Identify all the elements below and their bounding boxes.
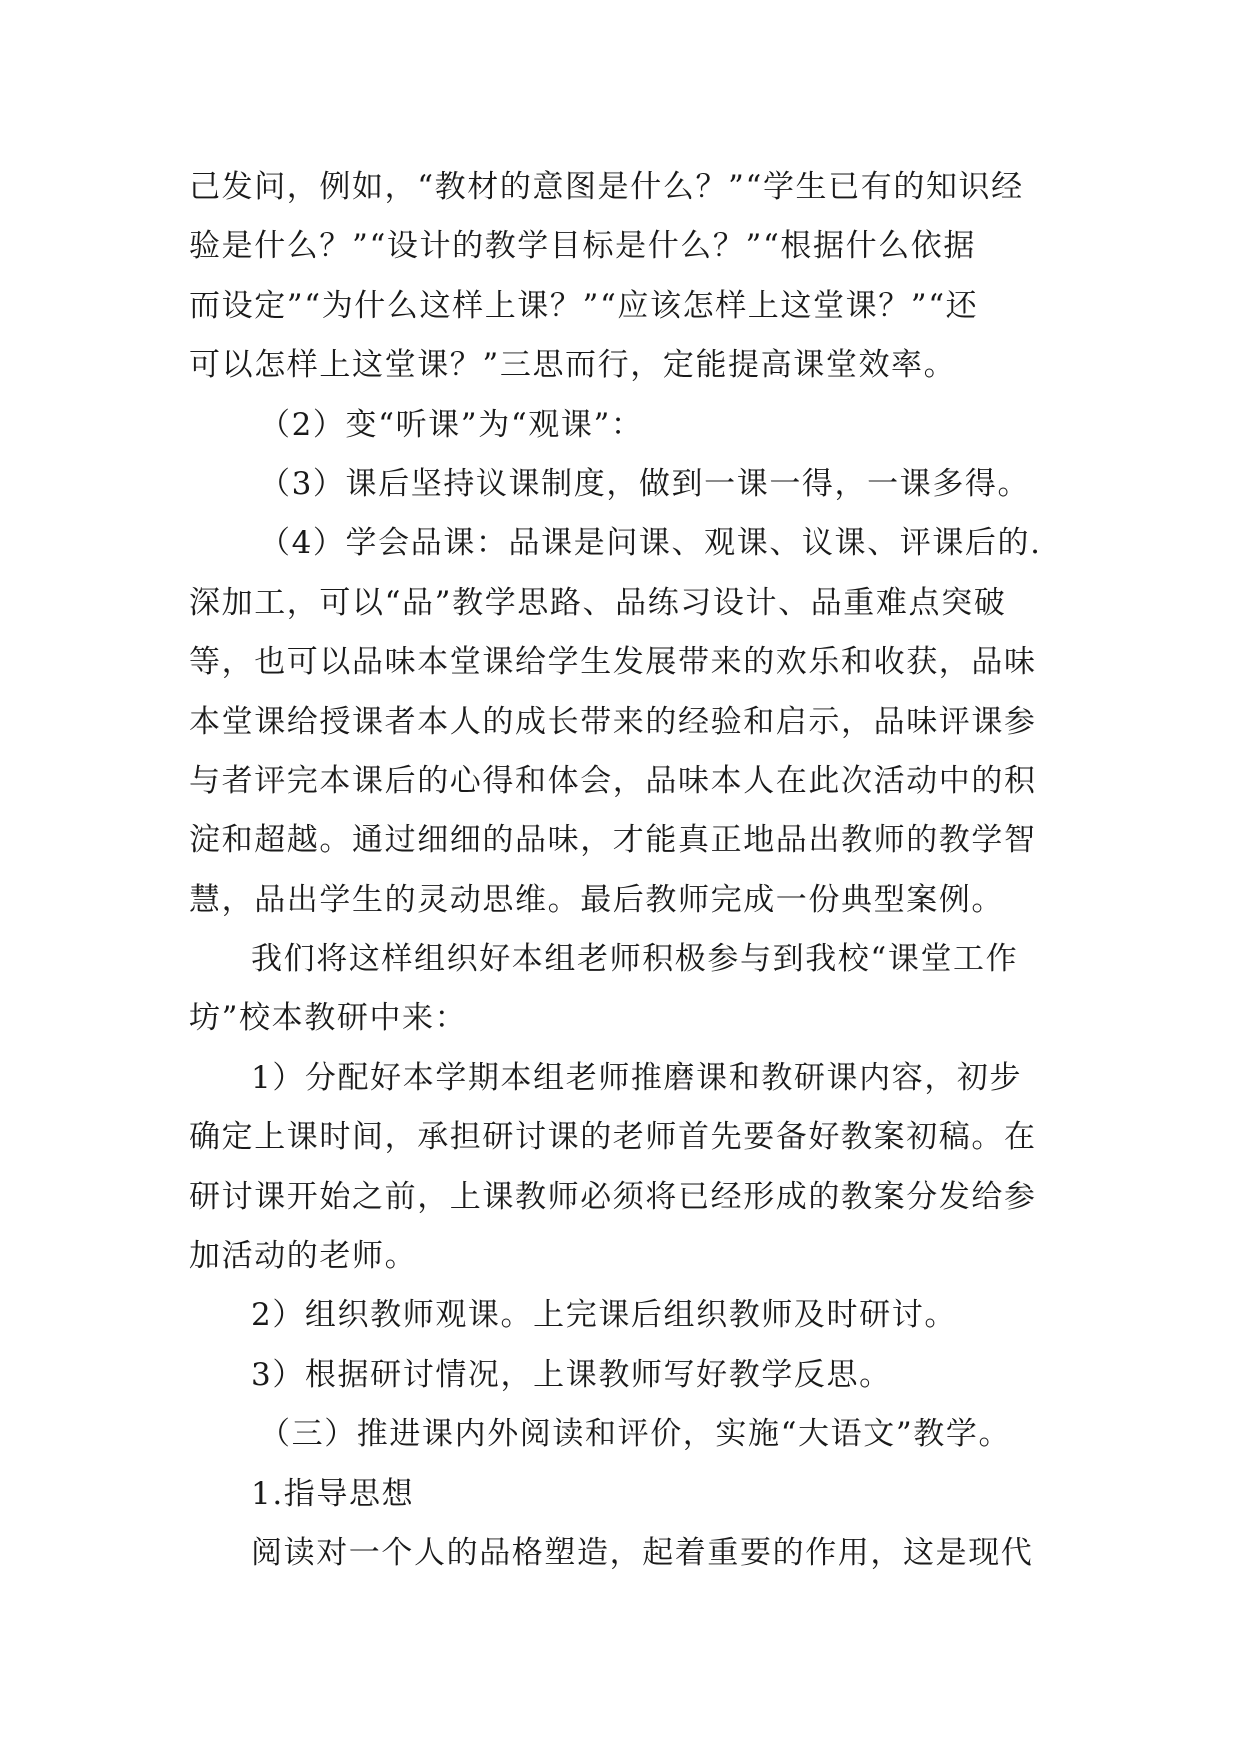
list-item-2b: 2）组织教师观课。上完课后组织教师及时研讨。 bbox=[251, 1297, 957, 1334]
text-line: 验是什么？”“设计的教学目标是什么？”“根据什么依据 bbox=[189, 228, 976, 265]
text-line: 慧，品出学生的灵动思维。最后教师完成一份典型案例。 bbox=[189, 881, 1004, 918]
text-line: 研讨课开始之前，上课教师必须将已经形成的教案分发给参 bbox=[189, 1178, 1037, 1215]
text-line: 可以怎样上这堂课？”三思而行，定能提高课堂效率。 bbox=[189, 347, 957, 384]
text-line: 坊”校本教研中来： bbox=[189, 1000, 468, 1037]
text-line: 加活动的老师。 bbox=[189, 1238, 418, 1275]
text-line: 深加工，可以“品”教学思路、品练习设计、品重难点突破 bbox=[189, 584, 1007, 621]
text-line: 与者评完本课后的心得和体会，品味本人在此次活动中的积 bbox=[189, 762, 1037, 799]
paragraph-start: 我们将这样组织好本组老师积极参与到我校“课堂工作 bbox=[251, 941, 1019, 978]
text-line: 而设定”“为什么这样上课？”“应该怎样上这堂课？”“还 bbox=[189, 287, 979, 324]
subsection-heading: 1.指导思想 bbox=[251, 1475, 415, 1512]
list-item-3: （3）课后坚持议课制度，做到一课一得，一课多得。 bbox=[259, 465, 1031, 502]
list-item-4: （4）学会品课：品课是问课、观课、议课、评课后的. bbox=[259, 525, 1042, 562]
list-item-3b: 3）根据研讨情况，上课教师写好教学反思。 bbox=[251, 1356, 892, 1393]
text-line: 等，也可以品味本堂课给学生发展带来的欢乐和收获，品味 bbox=[189, 644, 1037, 681]
paragraph-start: 阅读对一个人的品格塑造，起着重要的作用，这是现代 bbox=[251, 1534, 1034, 1571]
list-item-1: 1）分配好本学期本组老师推磨课和教研课内容，初步 bbox=[251, 1059, 1023, 1096]
document-body bbox=[189, 158, 1049, 1583]
text-line: 淀和超越。通过细细的品味，才能真正地品出教师的教学智 bbox=[189, 822, 1037, 859]
text-line: 确定上课时间，承担研讨课的老师首先要备好教案初稿。在 bbox=[189, 1119, 1037, 1156]
text-line: 本堂课给授课者本人的成长带来的经验和启示，品味评课参 bbox=[189, 703, 1037, 740]
list-item-2: （2）变“听课”为“观课”： bbox=[259, 406, 644, 443]
section-heading: （三）推进课内外阅读和评价，实施“大语文”教学。 bbox=[259, 1416, 1012, 1453]
text-line: 己发问，例如，“教材的意图是什么？”“学生已有的知识经 bbox=[189, 169, 1024, 205]
